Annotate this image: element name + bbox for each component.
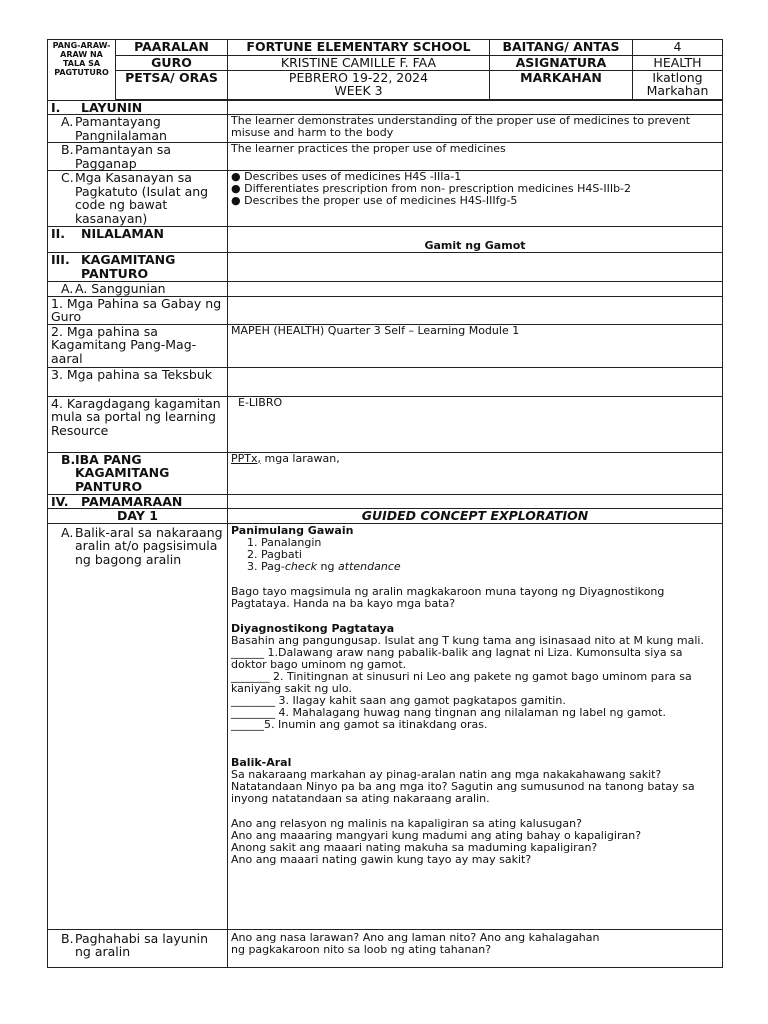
nilalaman-row [48,227,723,253]
pptx-link[interactable]: PPTx, [231,451,261,465]
textbook-pages-row [48,367,723,396]
pamamaraan-num: IV. [51,493,69,509]
nilalaman-heading [48,227,228,253]
review-question: Ano ang maaari nating gawin kung tayo ay may sakit? [231,852,532,866]
pamamaraan-label: PAMAMARAAN [81,493,183,509]
iba-pang-rest: mga larawan, [261,451,340,465]
layunin-b-key: B. [61,142,74,157]
list-item: 2. Pagbati [261,549,719,561]
sanggunian-label: A. Sanggunian [75,281,166,296]
date-range: PEBRERO 19-22, 2024 [288,69,429,85]
layunin-c-label: Mga Kasanayan sa Pagkatuto (Isulat ang code ng bawat kasanayan) [75,170,209,226]
list-item: 1. Panalangin [261,537,719,549]
bullet-icon: ● [231,182,245,195]
section-a-label: Balik-aral sa nakaraang aralin at/o pagsisimula ng bagong aralin [75,524,223,567]
portal-row [48,396,723,452]
section-b-line: Ano ang nasa larawan? Ano ang laman nito? Ano ang kahalagahan [231,930,600,944]
week-label: WEEK 3 [334,83,383,98]
layunin-c-key: C. [61,170,74,185]
textbook-pages-value [228,367,723,396]
day-title: GUIDED CONCEPT EXPLORATION [228,509,723,524]
kagamitan-label: KAGAMITANG PANTURO [81,252,176,281]
section-b-content [228,929,723,967]
layunin-a-label: Pamantayang Pangnilalaman [75,114,167,143]
day-row [48,509,723,524]
lesson-plan-table [47,39,723,968]
learner-pages-row [48,324,723,367]
iba-pang-label: IBA PANG KAGAMITANG PANTURO [75,451,170,494]
layunin-b-value: The learner practices the proper use of medicines [228,143,723,171]
balik-aral-title: Balik-Aral [231,755,292,769]
quarter-label: MARKAHAN [490,70,633,99]
panimula-title: Panimulang Gawain [231,523,354,537]
layunin-a-key: A. [61,114,74,129]
portal-value: E-LIBRO [228,396,723,452]
section-b-label-cell [48,929,228,967]
learner-pages-value: MAPEH (HEALTH) Quarter 3 Self – Learning Module 1 [228,324,723,367]
kagamitan-row [48,253,723,282]
guide-pages-value [228,296,723,324]
section-a-label-cell [48,523,228,929]
iba-pang-key: B. [61,451,76,467]
header-row-1 [48,40,723,56]
skill-item: ● Describes uses of medicines H4S -IIIa-1 [231,170,462,183]
teacher-value: KRISTINE CAMILLE F. FAA [228,56,490,71]
kagamitan-heading [48,253,228,282]
diag-item: ______ 1.Dalawang araw nang pabalik-balik ang lagnat ni Liza. Kumonsulta siya sa doktor bago uminom ng gamot. [231,645,683,671]
iba-pang-value [228,452,723,494]
portal-label: 4. Karagdagang kagamitan mula sa portal ng learning Resource [48,396,228,452]
header-row-3 [48,70,723,99]
subject-label: ASIGNATURA [490,56,633,71]
layunin-b-row [48,143,723,171]
grade-value: 4 [633,40,723,56]
diag-title: Diyagnostikong Pagtataya [231,621,395,635]
learner-pages-label: 2. Mga pahina sa Kagamitang Pang-Mag-aaral [48,324,228,367]
layunin-heading [48,100,228,115]
guide-pages-row [48,296,723,324]
section-b-row [48,929,723,967]
layunin-a-row [48,115,723,143]
school-value: FORTUNE ELEMENTARY SCHOOL [228,40,490,56]
layunin-b-label-cell [48,143,228,171]
sanggunian-key: A. [61,281,74,296]
layunin-c-row [48,171,723,227]
section-b-key: B. [61,930,74,946]
skills-list [228,171,723,227]
textbook-pages-label: 3. Mga pahina sa Teksbuk [48,367,228,396]
review-question: Ano ang relasyon ng malinis na kapaligiran sa ating kalusugan? [231,816,582,830]
diag-instructions: Basahin ang pangungusap. Isulat ang T kung tama ang isinasaad nito at M kung mali. [231,633,704,647]
section-a-content [228,523,723,929]
layunin-label: LAYUNIN [81,99,143,115]
pamamaraan-heading [48,494,228,509]
teacher-label: GURO [116,56,228,71]
nilalaman-num: II. [51,226,66,241]
section-b-line: ng pagkakaroon nito sa loob ng ating tahanan? [231,942,492,956]
section-a-row [48,523,723,929]
iba-pang-row [48,452,723,494]
section-a-key: A. [61,524,74,540]
nilalaman-label: NILALAMAN [81,226,164,241]
form-title: PANG-ARAW-ARAW NA TALA SA PAGTUTURO [48,40,116,101]
section-b-label: Paghahabi sa layunin ng aralin [75,930,209,959]
iba-pang-label-cell [48,452,228,494]
bullet-icon: ● [231,194,245,207]
nilalaman-value: Gamit ng Gamot [228,227,723,253]
intro-text: Bago tayo magsimula ng aralin magkakaroon muna tayong ng Diyagnostikong Pagtataya. Handa na ba kayo mga bata? [231,584,665,610]
balik-aral-text: Sa nakaraang markahan ay pinag-aralan natin ang mga nakakahawang sakit? Natatandaan Ninyo pa ba ang mga ito? Sagutin ang sumusunod na tanong batay sa inyong natatandaan sa ating nakaraang aralin. [231,767,695,805]
subject-value: HEALTH [633,56,723,71]
diag-item: ________ 4. Mahalagang huwag nang tingnan ang nilalaman ng label ng gamot. [231,705,666,719]
date-value [228,70,490,99]
layunin-num: I. [51,99,61,115]
header-row-2 [48,56,723,71]
diag-item: ______5. Inumin ang gamot sa itinakdang oras. [231,717,488,731]
day-label: DAY 1 [48,509,228,524]
bullet-icon: ● [231,170,245,183]
date-label: PETSA/ ORAS [116,70,228,99]
list-item: 3. Pag-check ng attendance [261,561,719,573]
review-question: Ano ang maaaring mangyari kung madumi ang ating bahay o kapaligiran? [231,828,642,842]
skill-item: ● Differentiates prescription from non- prescription medicines H4S-IIIb-2 [231,182,632,195]
layunin-row [48,100,723,115]
skill-item: ● Describes the proper use of medicines H4S-IIIfg-5 [231,194,518,207]
quarter-value: Ikatlong Markahan [633,70,723,99]
guide-pages-label: 1. Mga Pahina sa Gabay ng Guro [48,296,228,324]
diag-item: _______ 2. Tinitingnan at sinusuri ni Leo ang pakete ng gamot bago uminom para sa kaniyang sakit ng ulo. [231,669,692,695]
panimula-list [231,537,719,573]
school-label: PAARALAN [116,40,228,56]
kagamitan-num: III. [51,252,70,267]
diag-item: ________ 3. Ilagay kahit saan ang gamot pagkatapos gamitin. [231,693,566,707]
sanggunian-label-cell [48,282,228,297]
grade-label: BAITANG/ ANTAS [490,40,633,56]
layunin-a-value: The learner demonstrates understanding of the proper use of medicines to prevent misuse and harm to the body [228,115,723,143]
layunin-a-label-cell [48,115,228,143]
review-question: Anong sakit ang maaari nating makuha sa maduming kapaligiran? [231,840,598,854]
layunin-b-label: Pamantayan sa Pagganap [75,142,172,171]
layunin-c-label-cell [48,171,228,227]
sanggunian-row [48,282,723,297]
pamamaraan-row [48,494,723,509]
